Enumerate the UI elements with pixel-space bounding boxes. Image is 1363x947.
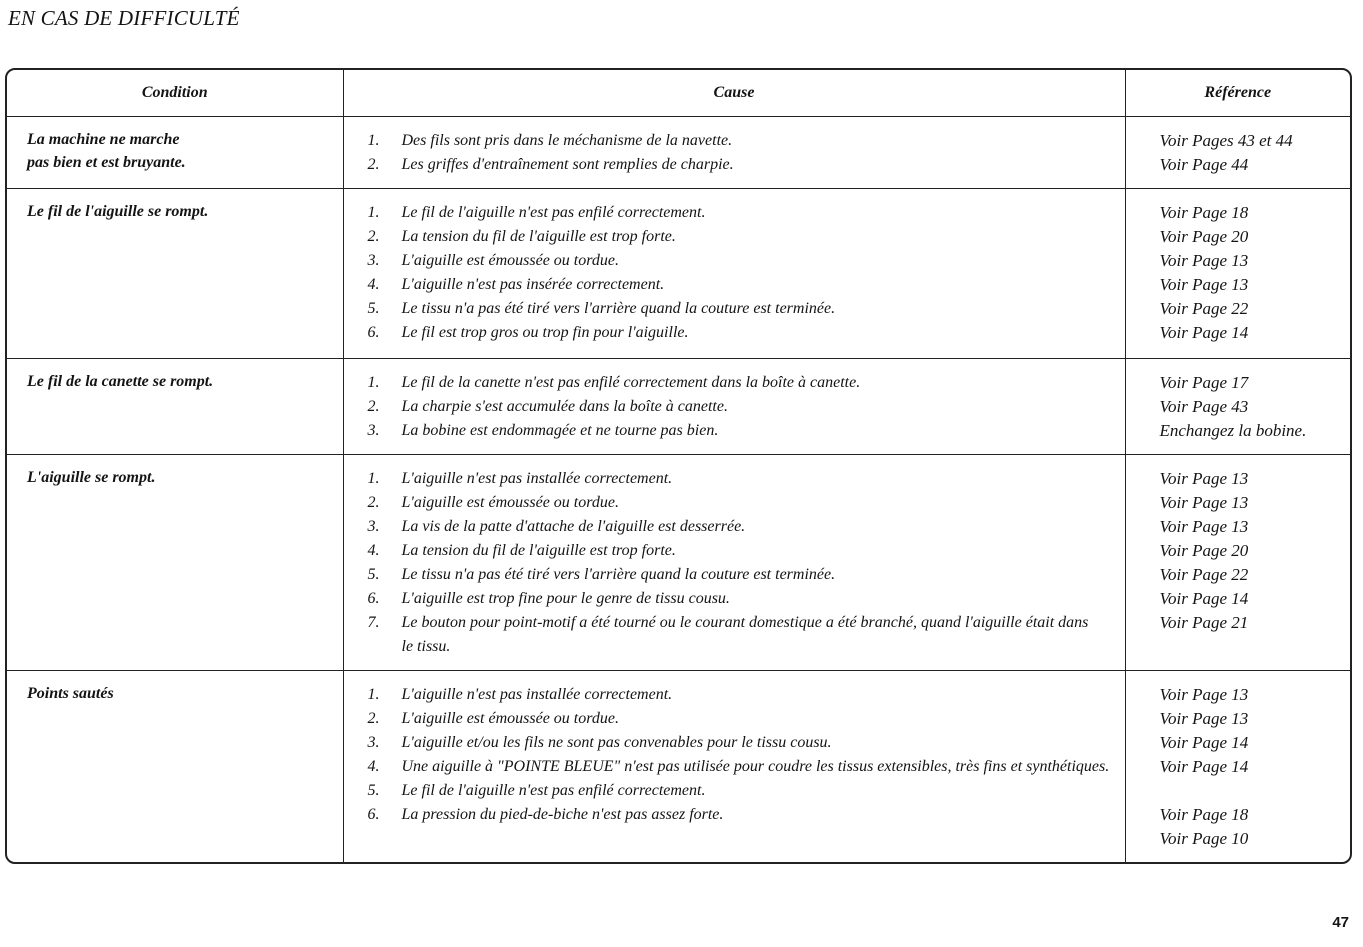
cause-item: 4. Une aiguille à "POINTE BLEUE" n'est pas utilisée pour coudre les tissus extensibles, très fins et synthétiques. [367,758,1110,775]
troubleshooting-table [7,70,1350,862]
reference-item: Voir Page 22 [1159,565,1249,584]
reference-item: Voir Page 13 [1159,517,1249,536]
cause-item: 1. Des fils sont pris dans le méchanisme de la navette. [367,132,733,149]
condition-cell [7,117,343,189]
cause-cell [343,671,1125,863]
reference-item: Voir Pages 43 et 44 [1159,131,1293,150]
reference-item: Voir Page 21 [1159,613,1249,632]
reference-item: Voir Page 10 [1159,829,1249,848]
cause-item: 1. Le fil de l'aiguille n'est pas enfilé correctement. [367,204,706,221]
condition-cell [7,455,343,671]
cause-item: 5. Le tissu n'a pas été tiré vers l'arrière quand la couture est terminée. [367,300,836,317]
cause-item: 4. L'aiguille n'est pas insérée correctement. [367,276,665,293]
cause-item: 2. L'aiguille est émoussée ou tordue. [367,710,619,727]
reference-item: Voir Page 43 [1159,397,1249,416]
cause-item: 2. La charpie s'est accumulée dans la boîte à canette. [367,398,728,415]
reference-cell [1125,189,1350,359]
reference-item: Voir Page 20 [1159,541,1249,560]
cause-item: 6. Le fil est trop gros ou trop fin pour l'aiguille. [367,324,689,341]
reference-item: Voir Page 13 [1159,251,1249,270]
reference-item: Voir Page 13 [1159,709,1249,728]
reference-item: Voir Page 18 [1159,203,1249,222]
reference-item: Voir Page 14 [1159,733,1249,752]
reference-item: Voir Page 14 [1159,757,1249,776]
cause-item: 1. L'aiguille n'est pas installée correctement. [367,470,673,487]
reference-item: Voir Page 13 [1159,469,1249,488]
reference-cell [1125,455,1350,671]
condition-text: Points sautés [27,685,114,702]
troubleshooting-table-frame [5,68,1352,864]
cause-item: 5. Le fil de l'aiguille n'est pas enfilé correctement. [367,782,706,799]
reference-cell [1125,117,1350,189]
cause-cell [343,359,1125,455]
condition-cell [7,671,343,863]
table-row [7,455,1350,671]
cause-item: 2. La tension du fil de l'aiguille est trop forte. [367,228,676,245]
condition-text: La machine ne marche pas bien et est bruyante. [27,131,186,171]
header-cause: Cause [343,70,1125,117]
reference-item: Enchangez la bobine. [1159,421,1307,440]
cause-item: 1. Le fil de la canette n'est pas enfilé correctement dans la boîte à canette. [367,374,861,391]
reference-item: Voir Page 44 [1159,155,1249,174]
cause-item: 5. Le tissu n'a pas été tiré vers l'arrière quand la couture est terminée. [367,566,836,583]
reference-item: Voir Page 20 [1159,227,1249,246]
condition-text: Le fil de la canette se rompt. [27,373,214,390]
condition-text: L'aiguille se rompt. [27,469,156,486]
cause-cell [343,455,1125,671]
reference-item: Voir Page 17 [1159,373,1249,392]
reference-item: Voir Page 13 [1159,493,1249,512]
condition-cell [7,359,343,455]
cause-item: 2. Les griffes d'entraînement sont remplies de charpie. [367,156,734,173]
header-reference: Référence [1125,70,1350,117]
cause-item: 1. L'aiguille n'est pas installée correctement. [367,686,673,703]
cause-item: 3. L'aiguille et/ou les fils ne sont pas convenables pour le tissu cousu. [367,734,832,751]
condition-text: Le fil de l'aiguille se rompt. [27,203,209,220]
reference-item: Voir Page 22 [1159,299,1249,318]
table-row [7,117,1350,189]
table-row [7,671,1350,863]
header-condition: Condition [7,70,343,117]
reference-cell [1125,359,1350,455]
page-title: EN CAS DE DIFFICULTÉ [8,6,240,30]
reference-item: Voir Page 18 [1159,805,1249,824]
condition-cell [7,189,343,359]
cause-item: 6. La pression du pied-de-biche n'est pas assez forte. [367,806,724,823]
cause-item: 2. L'aiguille est émoussée ou tordue. [367,494,619,511]
cause-item: 7. Le bouton pour point-motif a été tourné ou le courant domestique a été branché, quand l'aiguille était dans le tissu. [367,614,1089,655]
reference-cell [1125,671,1350,863]
cause-item: 3. L'aiguille est émoussée ou tordue. [367,252,619,269]
table-row [7,189,1350,359]
reference-item: Voir Page 13 [1159,275,1249,294]
reference-item: Voir Page 13 [1159,685,1249,704]
page-number: 47 [1332,914,1349,931]
cause-item: 3. La vis de la patte d'attache de l'aiguille est desserrée. [367,518,746,535]
cause-item: 4. La tension du fil de l'aiguille est trop forte. [367,542,676,559]
cause-item: 3. La bobine est endommagée et ne tourne pas bien. [367,422,719,439]
table-header-row [7,70,1350,117]
cause-cell [343,117,1125,189]
reference-item: Voir Page 14 [1159,589,1249,608]
cause-item: 6. L'aiguille est trop fine pour le genre de tissu cousu. [367,590,730,607]
cause-cell [343,189,1125,359]
reference-item: Voir Page 14 [1159,323,1249,342]
table-row [7,359,1350,455]
